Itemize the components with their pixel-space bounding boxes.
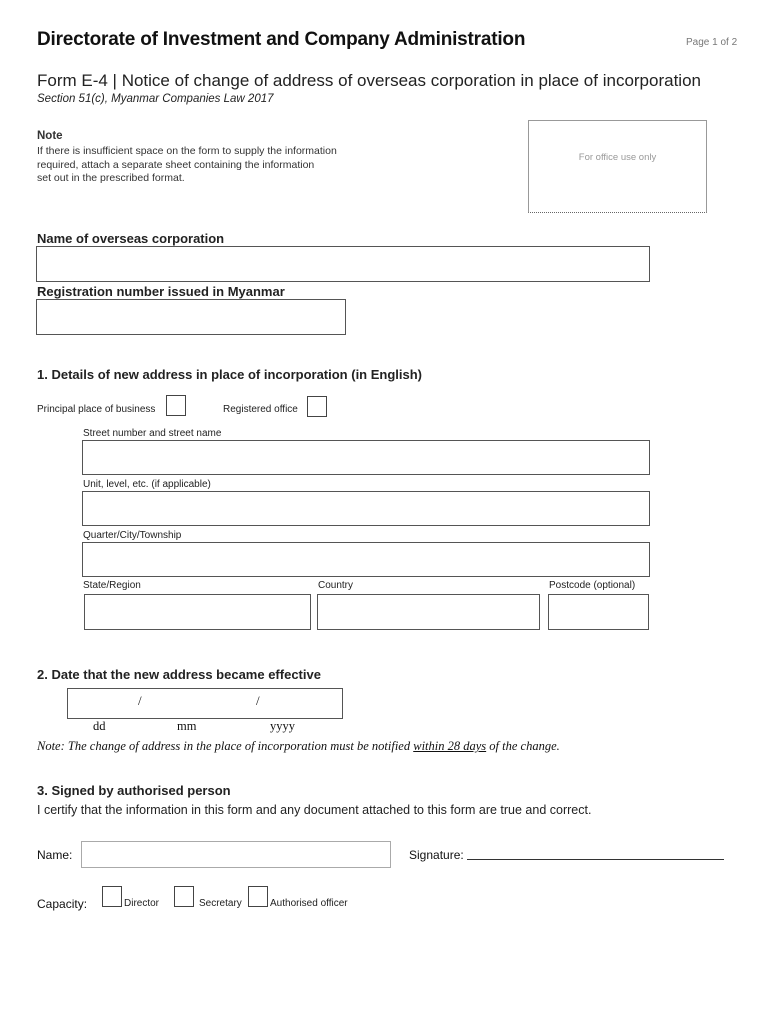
postcode-label: Postcode (optional) [549, 580, 636, 591]
registered-office-checkbox[interactable] [307, 396, 327, 417]
section2-heading: 2. Date that the new address became effective [37, 667, 321, 682]
notification-note [37, 739, 560, 754]
page-indicator: Page 1 of 2 [686, 37, 738, 48]
section3-heading: 3. Signed by authorised person [37, 783, 231, 798]
note-line: set out in the prescribed format. [37, 172, 185, 184]
country-field[interactable] [317, 594, 540, 630]
form-title: Form E-4 | Notice of change of address of overseas corporation in place of incorporation [37, 71, 701, 90]
principal-place-checkbox[interactable] [166, 395, 186, 416]
postcode-field[interactable] [548, 594, 649, 630]
month-label: mm [177, 719, 197, 733]
certification-text: I certify that the information in this form and any document attached to this form are true and correct. [37, 803, 592, 817]
date-separator: / [138, 693, 142, 708]
note-text [37, 145, 367, 186]
note-line: If there is insufficient space on the form to supply the information [37, 145, 337, 157]
signer-name-field[interactable] [81, 841, 391, 868]
date-separator: / [256, 693, 260, 708]
day-label: dd [93, 719, 106, 733]
organization-title: Directorate of Investment and Company Administration [37, 29, 526, 50]
signer-name-label: Name: [37, 848, 73, 862]
street-label: Street number and street name [83, 428, 222, 439]
authorised-officer-label: Authorised officer [270, 898, 348, 909]
registration-number-label: Registration number issued in Myanmar [37, 284, 285, 299]
secretary-label: Secretary [199, 898, 242, 909]
street-field[interactable] [82, 440, 650, 475]
office-use-label: For office use only [578, 152, 657, 163]
signature-label: Signature: [409, 848, 464, 862]
effective-date-field[interactable] [67, 688, 343, 719]
state-field[interactable] [84, 594, 311, 630]
director-checkbox[interactable] [102, 886, 122, 907]
authorised-officer-checkbox[interactable] [248, 886, 268, 907]
state-label: State/Region [83, 580, 141, 591]
section-reference: Section 51(c), Myanmar Companies Law 2017 [37, 93, 274, 105]
note-deadline: within 28 days [413, 739, 487, 753]
director-label: Director [124, 898, 160, 909]
registered-office-label: Registered office [223, 404, 298, 415]
note-prefix: Note: The change of address in the place of incorporation must be notified [37, 739, 414, 753]
note-line: required, attach a separate sheet containing the information [37, 158, 315, 171]
office-use-box [528, 120, 707, 213]
quarter-field[interactable] [82, 542, 650, 577]
secretary-checkbox[interactable] [174, 886, 194, 907]
corporation-name-field[interactable] [36, 246, 650, 282]
unit-field[interactable] [82, 491, 650, 526]
corporation-name-label: Name of overseas corporation [37, 231, 225, 246]
note-heading: Note [37, 130, 63, 142]
principal-place-label: Principal place of business [37, 404, 156, 415]
year-label: yyyy [270, 719, 295, 733]
note-suffix: of the change. [486, 739, 560, 753]
capacity-label: Capacity: [37, 897, 88, 911]
signature-line[interactable] [467, 858, 724, 860]
registration-number-field[interactable] [36, 299, 346, 335]
quarter-label: Quarter/City/Township [83, 530, 182, 541]
section1-heading: 1. Details of new address in place of incorporation (in English) [37, 367, 423, 382]
country-label: Country [318, 580, 354, 591]
unit-label: Unit, level, etc. (if applicable) [83, 479, 211, 490]
